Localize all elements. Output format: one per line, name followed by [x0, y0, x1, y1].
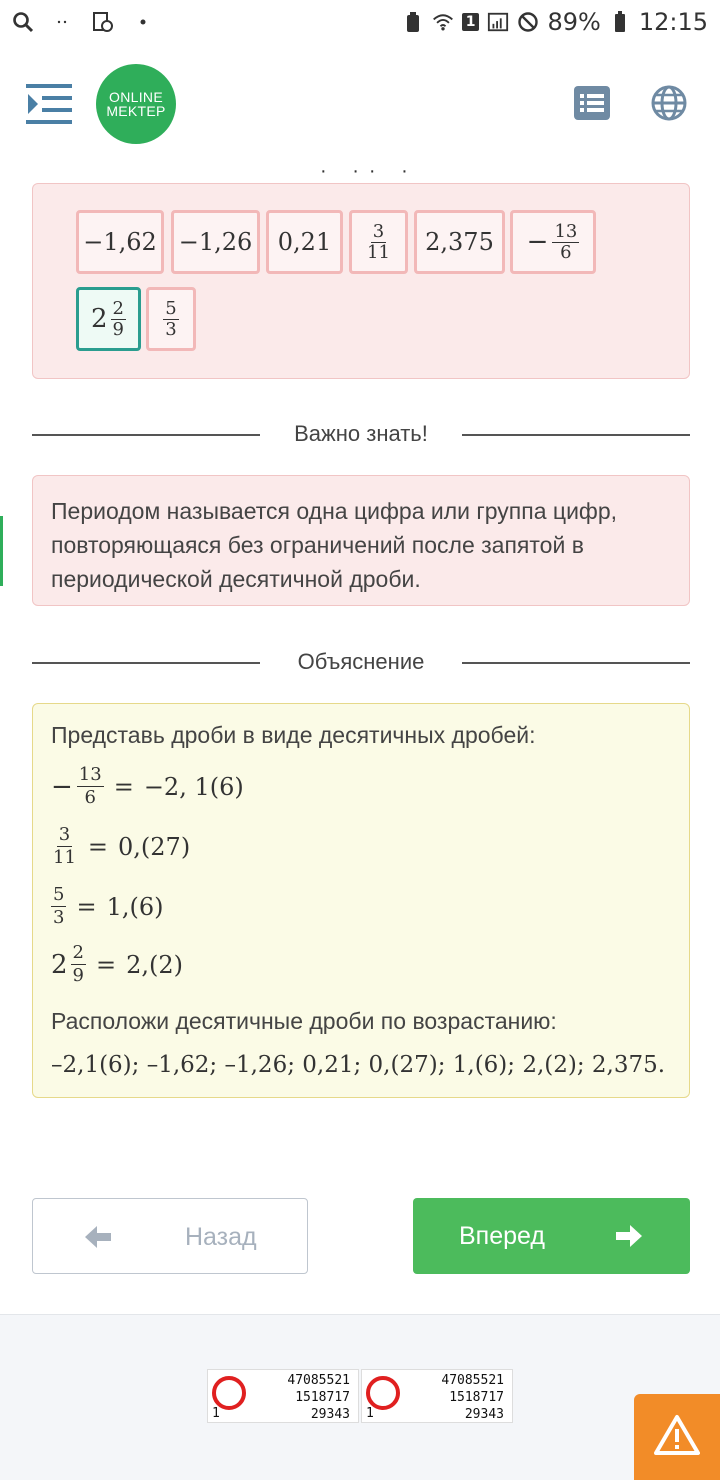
minus-sign: − — [51, 771, 73, 802]
answer-box — [32, 183, 690, 379]
equals-sign: = — [76, 892, 97, 921]
arrow-right-icon — [616, 1224, 642, 1255]
whole-part: 2 — [51, 949, 68, 980]
numerator: 2 — [112, 297, 124, 319]
decimal-result: 1,(6) — [106, 892, 164, 921]
battery-icon — [609, 11, 631, 33]
globe-icon[interactable] — [650, 84, 688, 122]
tile-text: −1,62 — [83, 228, 157, 256]
explanation-box — [32, 703, 690, 1098]
decimal-result: −2, 1(6) — [143, 772, 244, 801]
tile-text: 2,375 — [425, 228, 494, 256]
answer-tile[interactable] — [171, 210, 260, 274]
ad-corner: 1 — [366, 1406, 374, 1421]
ad-line: 47085521 — [441, 1373, 504, 1388]
ad-numbers — [287, 1372, 350, 1423]
answer-tile[interactable] — [266, 210, 343, 274]
numerator: 5 — [53, 884, 65, 905]
fraction — [163, 299, 178, 340]
denominator: 9 — [112, 318, 124, 340]
logo-line2: MEKTEP — [106, 103, 166, 119]
whole-part: 2 — [91, 304, 108, 334]
fraction — [111, 299, 126, 340]
numerator: 3 — [372, 220, 385, 242]
fraction — [51, 884, 66, 929]
menu-icon[interactable] — [26, 82, 72, 126]
important-text: Периодом называется одна цифра или группа цифр, повторяющаяся без ограничений после запятой в периодической десятичной дроби. — [51, 498, 618, 592]
conversion-row — [51, 764, 244, 809]
dot-icon — [132, 11, 154, 33]
side-marker — [0, 516, 3, 586]
logo-line1: ONLINE — [109, 89, 163, 105]
back-button[interactable] — [32, 1198, 308, 1274]
ordered-answer: –2,1(6); –1,62; –1,26; 0,21; 0,(27); 1,(6); 2,(2); 2,375. — [51, 1052, 666, 1078]
wifi-icon — [432, 11, 454, 33]
explanation-intro: Представь дроби в виде десятичных дробей: — [51, 722, 536, 748]
app-bar — [0, 44, 720, 162]
ad-line: 47085521 — [287, 1373, 350, 1388]
ad-corner: 1 — [212, 1406, 220, 1421]
fraction — [51, 824, 78, 869]
decimal-result: 2,(2) — [126, 950, 184, 979]
ad-line: 29343 — [464, 1407, 504, 1422]
important-divider — [32, 419, 690, 449]
ad-circle-icon — [366, 1376, 400, 1410]
denominator: 9 — [72, 965, 84, 986]
fraction — [365, 222, 392, 263]
warning-icon — [654, 1414, 700, 1461]
dots-icon — [52, 11, 74, 33]
decimal-result: 0,(27) — [118, 832, 191, 861]
important-box — [32, 475, 690, 606]
equals-sign: = — [113, 772, 134, 801]
numerator: 13 — [78, 764, 102, 785]
no-disturb-icon — [517, 11, 539, 33]
ad-banner[interactable] — [361, 1369, 513, 1423]
equals-sign: = — [96, 950, 117, 979]
numerator: 3 — [58, 824, 71, 845]
denominator: 3 — [165, 318, 177, 340]
screenshot-icon — [92, 11, 114, 33]
important-heading: Важно знать! — [294, 421, 428, 446]
list-icon[interactable] — [574, 86, 610, 120]
divider-line — [462, 662, 690, 664]
fraction — [77, 764, 104, 809]
denominator: 11 — [367, 241, 390, 263]
conversion-row — [51, 824, 190, 869]
answer-tile[interactable] — [349, 210, 408, 274]
warning-button[interactable] — [634, 1394, 720, 1480]
order-instruction: Расположи десятичные дроби по возрастанию: — [51, 1008, 557, 1034]
ad-line: 1518717 — [295, 1390, 350, 1405]
ad-line: 29343 — [310, 1407, 350, 1422]
search-icon — [12, 11, 34, 33]
tile-text: −1,26 — [178, 228, 253, 256]
status-bar — [0, 0, 720, 44]
onlinemektep-logo[interactable] — [96, 64, 176, 144]
footer — [0, 1314, 720, 1480]
battery-percent: 89% — [547, 8, 601, 36]
denominator: 6 — [560, 241, 572, 263]
back-label: Назад — [185, 1223, 257, 1251]
clock: 12:15 — [638, 8, 708, 36]
equals-sign: = — [87, 832, 109, 861]
conversion-row — [51, 884, 163, 929]
conversion-row — [51, 942, 183, 987]
signal-icon — [487, 11, 509, 33]
answer-tile[interactable] — [146, 287, 196, 351]
ad-line: 1518717 — [449, 1390, 504, 1405]
battery-saver-icon — [402, 11, 424, 33]
divider-line — [462, 434, 690, 436]
fraction — [71, 942, 86, 987]
next-label: Вперед — [459, 1222, 545, 1250]
numerator: 5 — [165, 297, 177, 319]
fraction — [552, 222, 579, 263]
tile-text: 0,21 — [277, 228, 332, 256]
arrow-left-icon — [85, 1225, 111, 1256]
next-button[interactable] — [413, 1198, 690, 1274]
answer-tile[interactable] — [510, 210, 596, 274]
cut-off-content: · ·· · — [320, 160, 418, 182]
sim-badge: 1 — [462, 13, 480, 31]
answer-tile[interactable] — [414, 210, 505, 274]
minus-sign: − — [526, 227, 549, 257]
numerator: 13 — [554, 220, 578, 242]
denominator: 11 — [53, 847, 76, 868]
answer-tile[interactable] — [76, 210, 164, 274]
ad-circle-icon — [212, 1376, 246, 1410]
denominator: 3 — [53, 907, 65, 928]
ad-banner[interactable] — [207, 1369, 359, 1423]
answer-tile-selected[interactable] — [76, 287, 141, 351]
ad-numbers — [441, 1372, 504, 1423]
explanation-heading: Объяснение — [297, 649, 425, 674]
explanation-divider — [32, 647, 690, 677]
numerator: 2 — [72, 942, 84, 963]
denominator: 6 — [84, 787, 96, 808]
